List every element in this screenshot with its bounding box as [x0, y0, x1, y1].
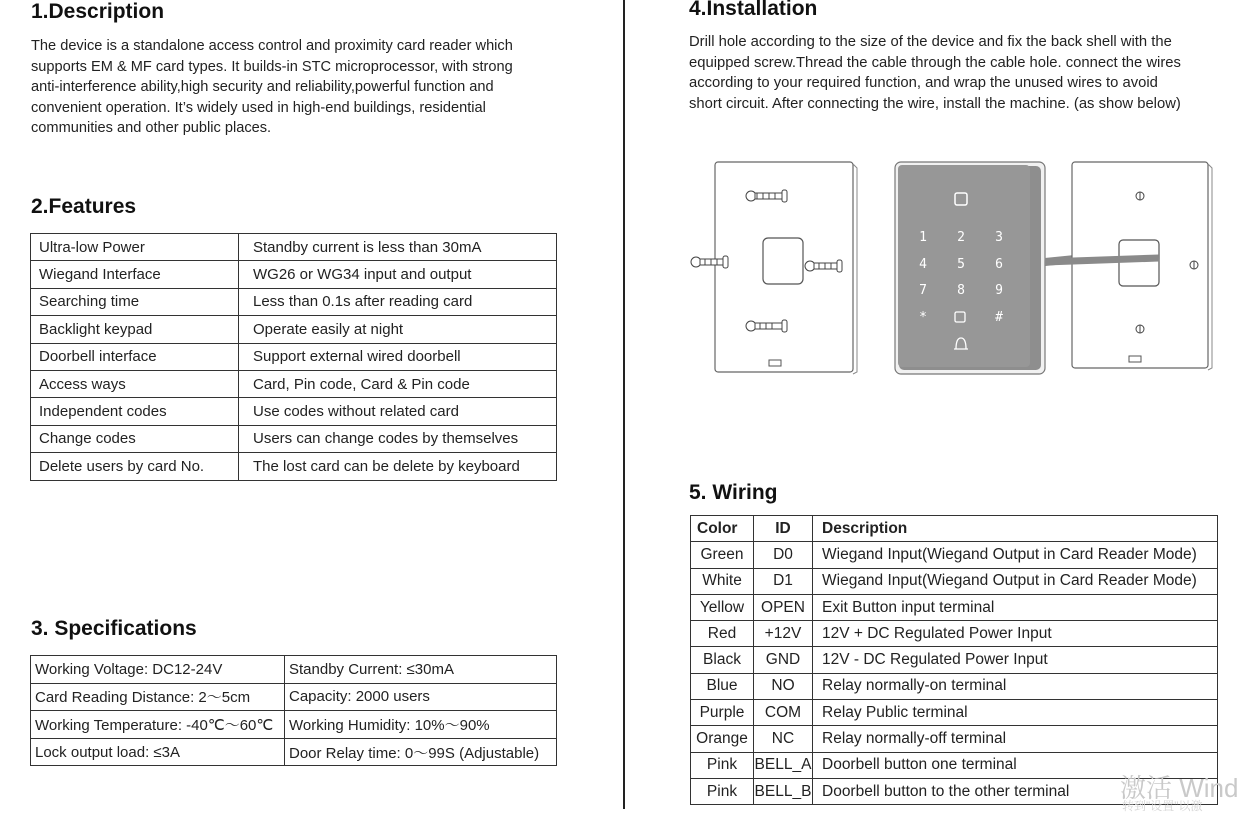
- specifications-table: [30, 655, 557, 766]
- wire-description: Relay normally-on terminal: [813, 673, 1218, 699]
- wire-id: OPEN: [754, 594, 813, 620]
- installation-line: short circuit. After connecting the wire, install the machine. (as show below): [689, 95, 1181, 112]
- features-table: [30, 233, 557, 481]
- column-divider: [623, 0, 625, 809]
- wire-id: COM: [754, 700, 813, 726]
- wire-color: Red: [691, 621, 754, 647]
- wire-id: NC: [754, 726, 813, 752]
- spec-cell: Door Relay time: 0～99S (Adjustable): [285, 738, 557, 766]
- keypad-key-label: *: [919, 310, 927, 325]
- keypad-key-label: 1: [919, 230, 927, 245]
- activation-watermark: 激活 Wind: [1120, 773, 1239, 803]
- wiring-heading: 5. Wiring: [689, 481, 778, 504]
- spec-cell: Working Humidity: 10%～90%: [285, 711, 557, 739]
- table-header-row: [691, 516, 1218, 542]
- table-row: [31, 683, 557, 711]
- keypad-key-label: 8: [957, 283, 965, 298]
- feature-value: Users can change codes by themselves: [239, 425, 557, 452]
- wiring-table: [690, 515, 1218, 805]
- feature-name: Wiegand Interface: [31, 261, 239, 288]
- feature-value: Less than 0.1s after reading card: [239, 288, 557, 315]
- spec-cell: Standby Current: ≤30mA: [285, 656, 557, 684]
- installation-line: equipped screw.Thread the cable through the cable hole. connect the wires: [689, 54, 1181, 71]
- description-line: anti-interference ability,high security and reliability,powerful function and: [31, 79, 494, 96]
- description-heading: 1.Description: [31, 0, 165, 23]
- wire-id: GND: [754, 647, 813, 673]
- table-row: [31, 234, 557, 261]
- back-shell-hole-illustration: [1045, 162, 1212, 370]
- wire-color: Pink: [691, 778, 754, 804]
- spec-cell: Lock output load: ≤3A: [31, 738, 285, 766]
- table-row: [691, 542, 1218, 568]
- feature-name: Doorbell interface: [31, 343, 239, 370]
- keypad-key-label: 7: [919, 283, 927, 298]
- wire-id: NO: [754, 673, 813, 699]
- keypad-key-label: 2: [957, 230, 965, 245]
- installation-illustration: [685, 150, 1215, 382]
- specifications-heading: 3. Specifications: [31, 617, 197, 640]
- wire-color: Pink: [691, 752, 754, 778]
- table-row: [691, 673, 1218, 699]
- column-header-id: ID: [754, 516, 813, 542]
- wire-description: Doorbell button one terminal: [813, 752, 1218, 778]
- wire-id: D0: [754, 542, 813, 568]
- keypad-key-label: #: [995, 310, 1003, 325]
- table-row: [31, 343, 557, 370]
- features-heading: 2.Features: [31, 195, 137, 218]
- table-row: [31, 261, 557, 288]
- table-row: [691, 621, 1218, 647]
- wire-color: Orange: [691, 726, 754, 752]
- table-row: [31, 453, 557, 480]
- spec-cell: Working Temperature: -40℃～60℃: [31, 711, 285, 739]
- wire-description: 12V + DC Regulated Power Input: [813, 621, 1218, 647]
- spec-cell: Working Voltage: DC12-24V: [31, 656, 285, 684]
- wire-id: BELL_B: [754, 778, 813, 804]
- table-row: [31, 656, 557, 684]
- wire-color: Purple: [691, 700, 754, 726]
- table-row: [691, 568, 1218, 594]
- feature-value: Operate easily at night: [239, 316, 557, 343]
- table-row: [691, 594, 1218, 620]
- keypad-key-label: 4: [919, 257, 927, 272]
- wire-color: Yellow: [691, 594, 754, 620]
- feature-name: Independent codes: [31, 398, 239, 425]
- activation-watermark-subtext: 转到"设置"以激: [1122, 799, 1203, 813]
- keypad-key-label: 5: [957, 257, 965, 272]
- table-row: [31, 288, 557, 315]
- table-row: [31, 370, 557, 397]
- column-header-description: Description: [813, 516, 1218, 542]
- feature-name: Access ways: [31, 370, 239, 397]
- feature-name: Delete users by card No.: [31, 453, 239, 480]
- keypad-key-label: 3: [995, 230, 1003, 245]
- feature-name: Change codes: [31, 425, 239, 452]
- installation-line: Drill hole according to the size of the device and fix the back shell with the: [689, 34, 1172, 50]
- feature-name: Searching time: [31, 288, 239, 315]
- wire-color: White: [691, 568, 754, 594]
- wire-description: Exit Button input terminal: [813, 594, 1218, 620]
- wire-description: 12V - DC Regulated Power Input: [813, 647, 1218, 673]
- wire-color: Green: [691, 542, 754, 568]
- table-row: [31, 316, 557, 343]
- feature-name: Ultra-low Power: [31, 234, 239, 261]
- description-paragraph: [31, 36, 556, 139]
- wire-description: Wiegand Input(Wiegand Output in Card Reader Mode): [813, 542, 1218, 568]
- wire-description: Relay normally-off terminal: [813, 726, 1218, 752]
- wire-description: Doorbell button to the other terminal: [813, 778, 1218, 804]
- installation-line: according to your required function, and wrap the unused wires to avoid: [689, 75, 1158, 92]
- table-row: [31, 711, 557, 739]
- keypad-key-label: 6: [995, 257, 1003, 272]
- table-row: [31, 425, 557, 452]
- wire-id: D1: [754, 568, 813, 594]
- wire-color: Blue: [691, 673, 754, 699]
- wire-description: Wiegand Input(Wiegand Output in Card Reader Mode): [813, 568, 1218, 594]
- table-row: [691, 726, 1218, 752]
- table-row: [31, 398, 557, 425]
- column-header-color: Color: [691, 516, 754, 542]
- spec-cell: Capacity: 2000 users: [285, 683, 557, 711]
- feature-name: Backlight keypad: [31, 316, 239, 343]
- feature-value: Standby current is less than 30mA: [239, 234, 557, 261]
- keypad-device-illustration: [895, 162, 1045, 374]
- table-row: [31, 738, 557, 766]
- description-line: The device is a standalone access control and proximity card reader which: [31, 38, 513, 54]
- keypad-key-label: 9: [995, 283, 1003, 298]
- wire-color: Black: [691, 647, 754, 673]
- description-line: supports EM & MF card types. It builds-in STC microprocessor, with strong: [31, 58, 513, 75]
- back-shell-illustration: [691, 162, 857, 374]
- feature-value: The lost card can be delete by keyboard: [239, 453, 557, 480]
- installation-paragraph: [689, 32, 1222, 114]
- table-row: [691, 647, 1218, 673]
- feature-value: Support external wired doorbell: [239, 343, 557, 370]
- installation-heading: 4.Installation: [689, 0, 818, 20]
- description-line: communities and other public places.: [31, 120, 272, 137]
- wire-description: Relay Public terminal: [813, 700, 1218, 726]
- description-line: convenient operation. It’s widely used in high-end buildings, residential: [31, 99, 486, 116]
- wire-id: +12V: [754, 621, 813, 647]
- feature-value: Use codes without related card: [239, 398, 557, 425]
- feature-value: Card, Pin code, Card & Pin code: [239, 370, 557, 397]
- wire-id: BELL_A: [754, 752, 813, 778]
- spec-cell: Card Reading Distance: 2～5cm: [31, 683, 285, 711]
- feature-value: WG26 or WG34 input and output: [239, 261, 557, 288]
- table-row: [691, 700, 1218, 726]
